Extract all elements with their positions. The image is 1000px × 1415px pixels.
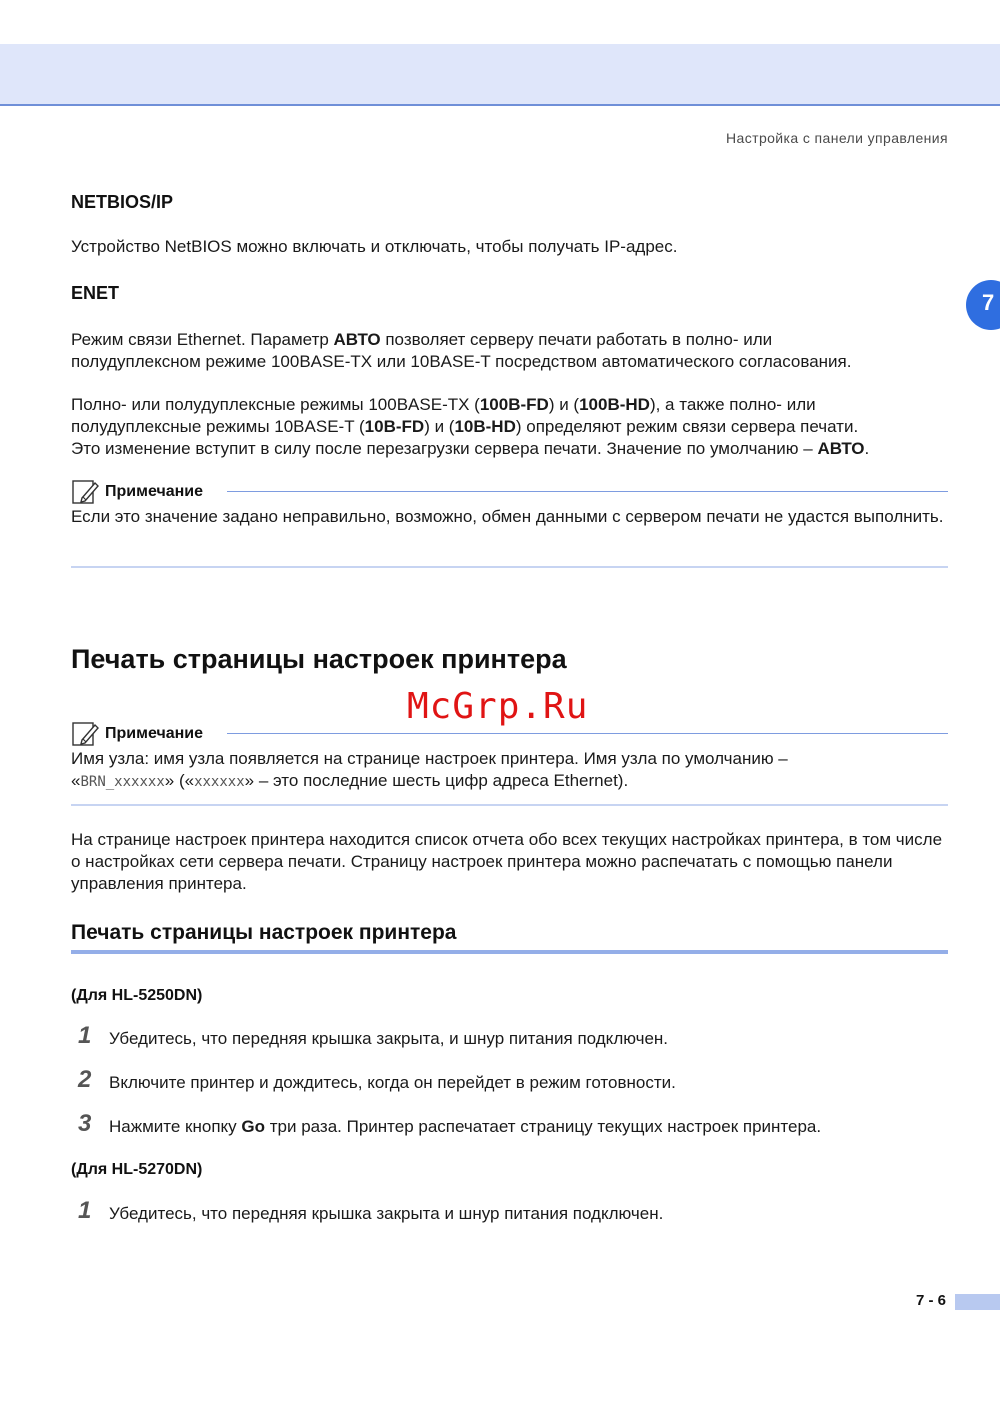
step-number: 1 xyxy=(78,1022,92,1049)
enet-heading: ENET xyxy=(71,283,120,303)
enet-paragraph-2: Полно- или полудуплексные режимы 100BASE-TX (100B-FD) и (100B-HD), а также полно- или полудуплексные режимы 10BASE-T (10B-FD) и (10B-HD) определяют режим связи сервера печати. Это изменение вступит в силу после перезагрузки сервера печати. Значение по умолчанию – АВТО. xyxy=(71,395,870,458)
note-title-rule xyxy=(227,491,948,492)
netbios-text: Устройство NetBIOS можно включать и отключать, чтобы получать IP-адрес. xyxy=(71,237,678,256)
page-number-tab xyxy=(955,1294,1000,1310)
netbios-heading: NETBIOS/IP xyxy=(71,192,174,212)
step-text: Убедитесь, что передняя крышка закрыта и шнур питания подключен. xyxy=(109,1204,664,1223)
chapter-number: 7 xyxy=(982,290,995,315)
note-pencil-icon xyxy=(71,720,99,748)
step-text: Нажмите кнопку Go три раза. Принтер распечатает страницу текущих настроек принтера. xyxy=(109,1117,822,1136)
model-label-2: (Для HL-5270DN) xyxy=(71,1161,203,1178)
watermark: McGrp.Ru xyxy=(407,686,589,727)
subsection-rule xyxy=(71,950,948,954)
code-mac-digits: xxxxxx xyxy=(194,774,245,790)
section-title: Печать страницы настроек принтера xyxy=(71,644,567,674)
running-header: Настройка с панели управления xyxy=(726,130,948,146)
chapter-tab xyxy=(966,280,1000,330)
note-pencil-icon xyxy=(71,478,99,506)
note-title: Примечание xyxy=(105,725,204,742)
model-label-1: (Для HL-5250DN) xyxy=(71,987,203,1004)
top-header-band xyxy=(0,44,1000,106)
subsection-title: Печать страницы настроек принтера xyxy=(71,921,457,944)
step-number: 3 xyxy=(78,1110,92,1137)
code-hostname: BRN_xxxxxx xyxy=(80,774,165,790)
step-number: 1 xyxy=(78,1197,92,1224)
note-title-rule xyxy=(227,733,948,734)
step-text: Убедитесь, что передняя крышка закрыта, и шнур питания подключен. xyxy=(109,1029,669,1048)
enet-paragraph-1: Режим связи Ethernet. Параметр АВТО позволяет серверу печати работать в полно- или полудуплексном режиме 100BASE-TX или 10BASE-T посредством автоматического согласования. xyxy=(71,330,852,371)
step-number: 2 xyxy=(78,1066,92,1093)
intro-paragraph: На странице настроек принтера находится список отчета обо всех текущих настройках принтера, в том числе о настройках сети сервера печати. Страницу настроек принтера можно распечатать с помощью панели управления принтера. xyxy=(71,830,943,893)
note-bottom-rule xyxy=(71,804,948,806)
note-title: Примечание xyxy=(105,483,204,500)
note-box-1 xyxy=(71,478,948,528)
step-text: Включите принтер и дождитесь, когда он перейдет в режим готовности. xyxy=(109,1073,676,1092)
page-number: 7 - 6 xyxy=(916,1292,947,1309)
note-text: Если это значение задано неправильно, возможно, обмен данными с сервером печати не удастся выполнить. xyxy=(71,507,944,526)
note-bottom-rule xyxy=(71,566,948,568)
note-box-2 xyxy=(71,720,948,793)
note-text: Имя узла: имя узла появляется на странице настроек принтера. Имя узла по умолчанию – «BRN_xxxxxx» («xxxxxx» – это последние шесть цифр адреса Ethernet). xyxy=(71,749,788,790)
